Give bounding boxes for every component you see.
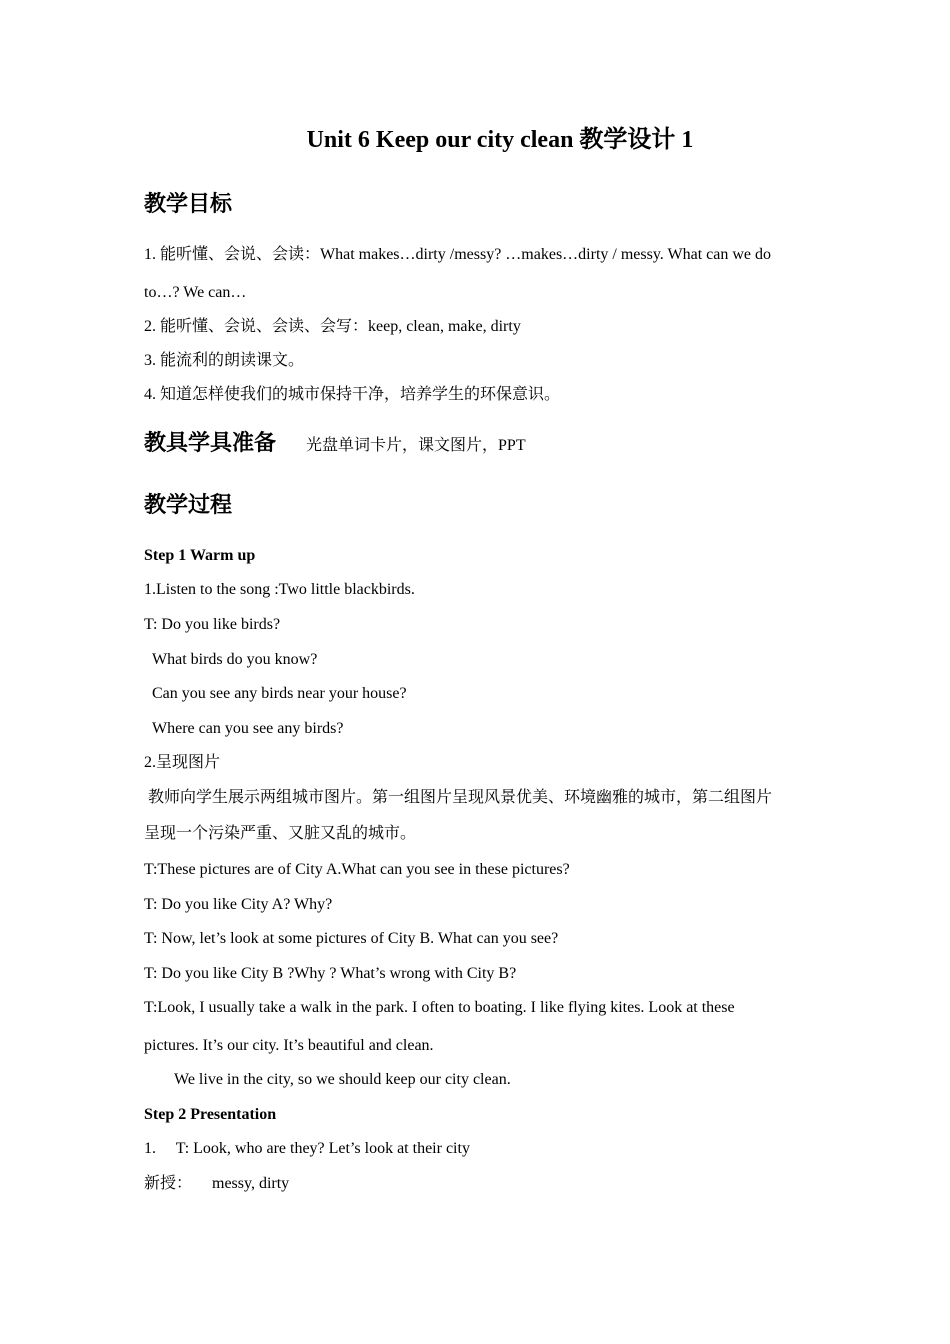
objectives-heading: 教学目标 [144, 192, 233, 217]
objective-item: 4. 知道怎样使我们的城市保持干净，培养学生的环保意识。 [144, 386, 561, 403]
process-line: T:Look, I usually take a walk in the park. I often to boating. I like flying kites. Look at these [144, 999, 735, 1016]
process-line: 1.Listen to the song :Two little blackbirds. [144, 581, 415, 598]
objective-item: 1. 能听懂、会说、会读：What makes…dirty /messy? …makes…dirty / messy. What can we do [144, 246, 772, 263]
materials-heading-label: 教具学具准备 [144, 431, 277, 456]
process-line: 教师向学生展示两组城市图片。第一组图片呈现风景优美、环境幽雅的城市，第二组图片 [148, 789, 773, 806]
materials-text: 光盘单词卡片，课文图片，PPT [306, 437, 526, 454]
objective-item: 3. 能流利的朗读课文。 [144, 352, 305, 369]
objective-item: 2. 能听懂、会说、会读、会写：keep, clean, make, dirty [144, 318, 521, 335]
process-line: pictures. It’s our city. It’s beautiful and clean. [144, 1037, 434, 1054]
step-heading: Step 1 Warm up [144, 547, 256, 564]
process-line: T: Now, let’s look at some pictures of City B. What can you see? [144, 930, 559, 947]
document-title: Unit 6 Keep our city clean 教学设计 1 [306, 127, 694, 153]
process-line: T: Do you like City B ?Why ? What’s wrong with City B? [144, 965, 517, 982]
process-heading: 教学过程 [144, 493, 233, 518]
process-line: Where can you see any birds? [152, 720, 344, 737]
objective-item: to…? We can… [144, 284, 247, 301]
step-heading: Step 2 Presentation [144, 1106, 277, 1123]
process-line: We live in the city, so we should keep our city clean. [174, 1071, 511, 1088]
process-line: 1. T: Look, who are they? Let’s look at their city [144, 1140, 470, 1157]
process-line: What birds do you know? [152, 651, 318, 668]
process-line: Can you see any birds near your house? [152, 685, 407, 702]
process-line: T: Do you like City A? Why? [144, 896, 333, 913]
materials-heading [144, 429, 526, 461]
process-line: T:These pictures are of City A.What can you see in these pictures? [144, 861, 570, 878]
process-line: T: Do you like birds? [144, 616, 281, 633]
process-line: 呈现一个污染严重、又脏又乱的城市。 [144, 825, 417, 842]
process-line: 新授： messy, dirty [144, 1175, 290, 1192]
process-line: 2.呈现图片 [144, 754, 221, 771]
